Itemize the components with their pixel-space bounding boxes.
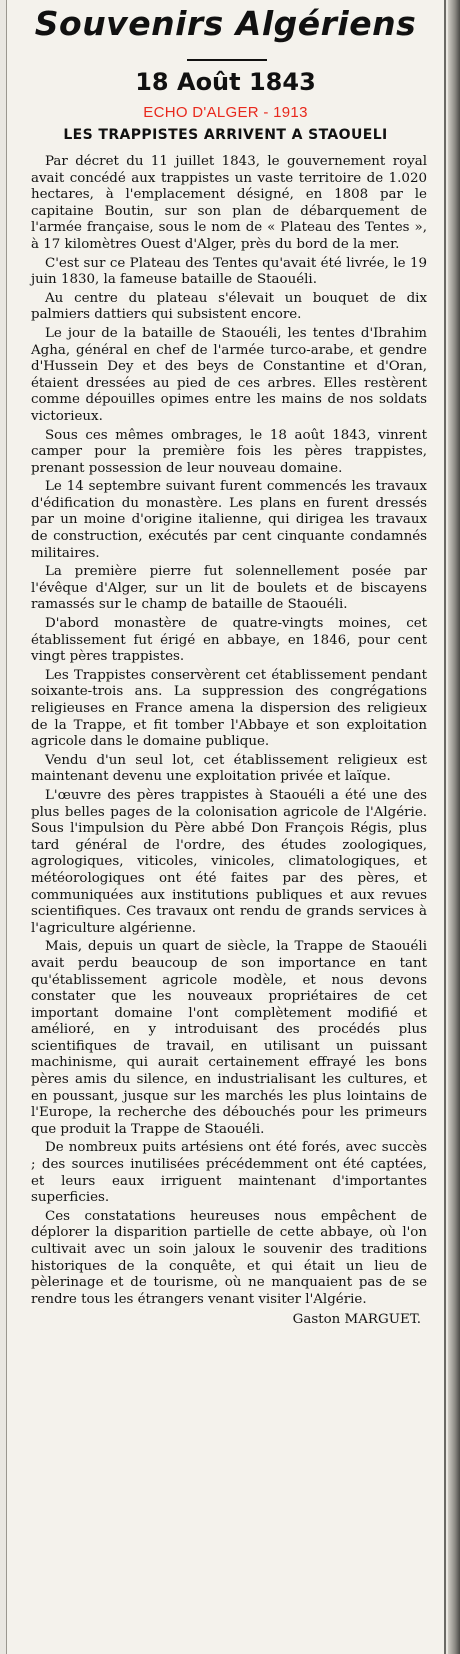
masthead-rule (187, 59, 267, 61)
paragraph: Le jour de la bataille de Staouéli, les tentes d'Ibrahim Agha, général en chef de l'armée turco-arabe, et gendre d'Hussein Dey et des beys de Constantine et d'Oran, étaient dressées au pied de ces arbres. Elles restèrent comme dépouilles opimes entre les mains de nos soldats victorieux. (31, 325, 427, 424)
article-date: 18 Août 1843 (135, 68, 316, 96)
paragraph: La première pierre fut solennellement posée par l'évêque d'Alger, sur un lit de boulets et de biscayens ramassés sur le champ de bataille de Staouéli. (31, 564, 427, 613)
author-signature: Gaston MARGUET. (292, 1312, 421, 1328)
paragraph: Au centre du plateau s'élevait un bouquet de dix palmiers dattiers qui subsistent encore. (31, 290, 427, 323)
paragraph: L'œuvre des pères trappistes à Staouéli a été une des plus belles pages de la colonisation agricole de l'Algérie. Sous l'impulsion du Père abbé Don François Régis, plus tard général de l'ordre, des études zoologiques, agrologiques, viticoles, vinicoles, climatologiques, et météorologiques ont été faites par des pères, et communiquées aux institutions publiques et aux revues scientifiques. Ces travaux ont rendu de grands services à l'agriculture algérienne. (31, 787, 427, 936)
column-masthead: Souvenirs Algériens (34, 4, 417, 43)
article-body (31, 154, 427, 1329)
paragraph: Sous ces mêmes ombrages, le 18 août 1843, vinrent camper pour la première fois les pères trappistes, prenant possession de leur nouveau domaine. (31, 427, 427, 476)
paragraph: D'abord monastère de quatre-vingts moines, cet établissement fut érigé en abbaye, en 1846, pour cent vingt pères trappistes. (31, 616, 427, 665)
paragraph: Ces constatations heureuses nous empêchent de déplorer la disparition partielle de cette abbaye, où l'on cultivait avec un soin jaloux le souvenir des traditions historiques de la conquête, et qui était un lieu de pèlerinage et de tourisme, où ne manquaient pas de se rendre tous les étrangers venant visiter l'Algérie. (31, 1208, 427, 1307)
paragraph: Mais, depuis un quart de siècle, la Trappe de Staouéli avait perdu beaucoup de son importance en tant qu'établissement agricole modèle, et nous devons constater que les nouveaux propriétaires de cet important domaine l'ont complètement modifié et amélioré, en y introduisant des procédés plus scientifiques de travail, en utilisant un puissant machinisme, qui aurait certainement effrayé les bons pères amis du silence, en industrialisant les cultures, et en poussant, jusque sur les marchés les plus lointains de l'Europe, la recherche des débouchés pour les primeurs que produit la Trappe de Staouéli. (31, 939, 427, 1137)
paragraph: Le 14 septembre suivant furent commencés les travaux d'édification du monastère. Les plans en furent dressés par un moine d'origine italienne, qui dirigea les travaux de construction, exécutés par cent cinquante condamnés militaires. (31, 479, 427, 561)
paragraph: C'est sur ce Plateau des Tentes qu'avait été livrée, le 19 juin 1830, la fameuse bataille de Staouéli. (31, 255, 427, 288)
newspaper-clipping (6, 0, 446, 1654)
paragraph: Par décret du 11 juillet 1843, le gouvernement royal avait concédé aux trappistes un vaste territoire de 1.020 hectares, à l'emplacement désigné, en 1808 par le capitaine Boutin, sur son plan de débarquement de l'armée française, sous le nom de « Plateau des Tentes », à 17 kilomètres Ouest d'Alger, près du bord de la mer. (31, 154, 427, 252)
source-annotation: ECHO D'ALGER - 1913 (143, 104, 308, 121)
page-edge (448, 0, 460, 1654)
paragraph: Les Trappistes conservèrent cet établissement pendant soixante-trois ans. La suppression des congrégations religieuses en France amena la dispersion des religieux de la Trappe, et fit tomber l'Abbaye et son exploitation agricole dans le domaine publique. (31, 667, 427, 750)
article-headline: LES TRAPPISTES ARRIVENT A STAOUELI (63, 127, 388, 143)
paragraph: De nombreux puits artésiens ont été forés, avec succès ; des sources inutilisées précédemment ont été captées, et leurs eaux irriguent maintenant d'importantes superficies. (31, 1140, 427, 1206)
paragraph: Vendu d'un seul lot, cet établissement religieux est maintenant devenu une exploitation privée et laïque. (31, 752, 427, 785)
